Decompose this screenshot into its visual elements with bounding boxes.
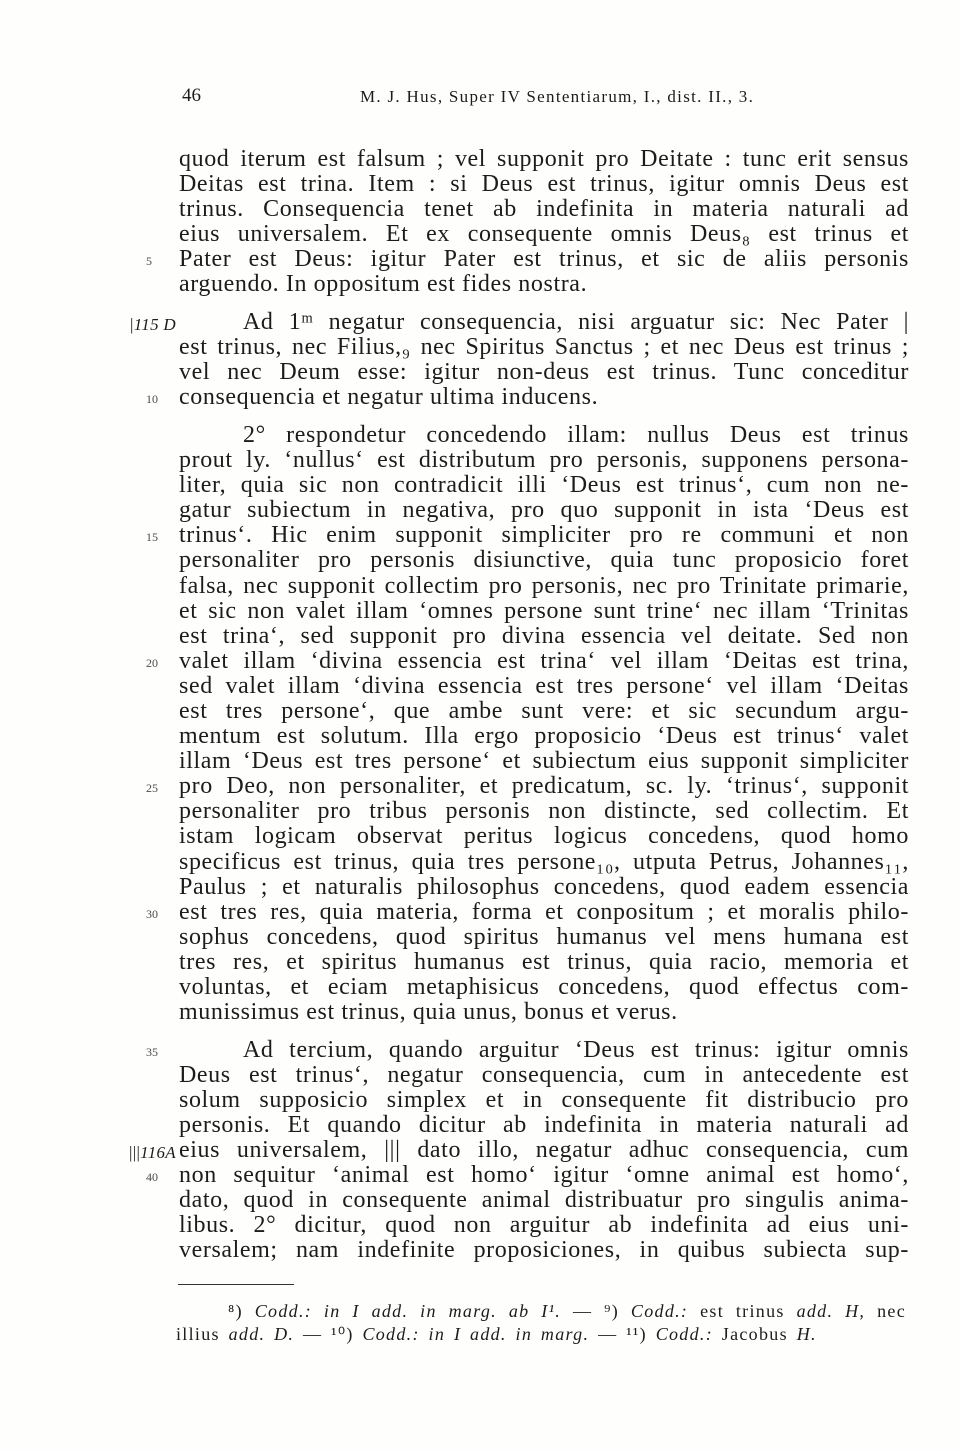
footnote-apparatus: Codd.: [655, 1324, 713, 1344]
line-text: voluntas, et eciam metaphisicus concedens, quod effectus com- [179, 974, 909, 1000]
line-text: valet illam ‘divina essencia est trina‘ vel illam ‘Deitas est trina, [179, 647, 909, 674]
text-line [146, 898, 909, 925]
text-line [179, 147, 909, 172]
footnote-apparatus: Codd.: [630, 1301, 689, 1321]
footnote-line [176, 1300, 906, 1323]
line-text: Ad tercium, quando arguitur ‘Deus est trinus: igitur omnis [243, 1036, 909, 1063]
footnote-marker: ⁹) [604, 1301, 631, 1321]
line-text: personis. Et quando dicitur ab indefinita in materia naturali ad [179, 1111, 909, 1138]
footnote-apparatus: add. D. [228, 1324, 295, 1344]
footnote-marker: ⁸) [228, 1301, 255, 1321]
line-number: 40 [146, 1170, 158, 1185]
text-line [179, 1000, 909, 1025]
text-line [179, 548, 909, 573]
line-text: non sequitur ‘animal est homo‘ igitur ‘omne animal est homo‘, [179, 1162, 909, 1189]
line-number: 35 [146, 1044, 158, 1059]
paragraph [129, 1036, 909, 1264]
line-text: eius universalem. Et ex consequente omnis Deus₈ est trinus et [179, 221, 909, 248]
footnote-apparatus: H. [796, 1324, 817, 1344]
line-text: libus. 2° dicitur, quod non arguitur ab indefinita ad eius uni- [179, 1212, 909, 1239]
text-line [146, 1162, 909, 1189]
line-text: vel nec Deum esse: igitur non-deus est trinus. Tunc conceditur [179, 359, 909, 386]
line-text: arguendo. In oppositum est fides nostra. [179, 271, 588, 298]
text-line [130, 309, 909, 336]
footnote-marker: ¹⁰) [331, 1324, 363, 1344]
text-line [179, 448, 909, 473]
line-text: Ad 1ᵐ negatur consequencia, nisi arguatur sic: Nec Pater | [243, 309, 909, 336]
marginal-folio-reference [129, 1140, 176, 1165]
line-number: 30 [146, 906, 158, 921]
line-text: est tres persone‘, que ambe sunt vere: et sic secundum argu- [179, 697, 909, 724]
line-number: 20 [146, 655, 158, 670]
footnote-variant: illius [176, 1324, 229, 1344]
line-text: quod iterum est falsum ; vel supponit pro Deitate : tunc erit sensus [179, 146, 909, 172]
page-number: 46 [182, 85, 201, 106]
text-line [179, 724, 909, 749]
text-line [179, 699, 909, 724]
text-line [179, 624, 909, 649]
line-text: prout ly. ‘nullus‘ est distributum pro personis, supponens persona- [179, 447, 909, 474]
text-line [179, 875, 909, 900]
footnote-line [176, 1323, 906, 1346]
running-head: M. J. Hus, Super IV Sententiarum, I., dist. II., 3. [360, 87, 755, 106]
line-text: Pater est Deus: igitur Pater est trinus, et sic de aliis personis [179, 246, 909, 273]
footnote-apparatus: add. H, [796, 1301, 866, 1321]
text-line [179, 975, 909, 1000]
text-line [179, 574, 909, 599]
line-text: trinus‘. Hic enim supponit simpliciter pro re communi et non [179, 522, 909, 549]
footnote-marker: ¹¹) [626, 1324, 656, 1344]
line-text: est trina‘, sed supponit pro divina essencia vel deitate. Sed non [179, 622, 909, 649]
line-text: et sic non valet illam ‘omnes persone sunt trine‘ nec illam ‘Trinitas [179, 597, 909, 624]
line-text: pro Deo, non personaliter, et predicatum, sc. ly. ‘trinus‘, supponit [179, 773, 909, 800]
footnote-separator: — [294, 1324, 332, 1344]
footnote-separator: — [561, 1301, 605, 1321]
line-text: sophus concedens, quod spiritus humanus vel mens humana est [179, 923, 909, 950]
text-line [179, 473, 909, 498]
footnote-variant: Jacobus [713, 1324, 797, 1344]
line-text: est trinus, nec Filius,₉ nec Spiritus Sanctus ; et nec Deus est trinus ; [179, 334, 909, 361]
text-line [179, 423, 909, 448]
text-line [146, 384, 909, 411]
line-text: trinus. Consequencia tenet ab indefinita in materia naturali ad [179, 196, 909, 223]
text-line [179, 925, 909, 950]
text-line [179, 1088, 909, 1113]
line-text: munissimus est trinus, quia unus, bonus et verus. [179, 999, 678, 1026]
paragraph [130, 309, 909, 411]
text-line [179, 335, 909, 360]
line-number: 15 [146, 530, 158, 545]
line-text: sed valet illam ‘divina essencia est tres persone‘ vel illam ‘Deitas [179, 672, 909, 699]
text-line [179, 1213, 909, 1238]
line-number: 25 [146, 781, 158, 796]
text-line [179, 172, 909, 197]
text-line [179, 222, 909, 247]
text-line [179, 850, 909, 875]
text-line [179, 674, 909, 699]
line-text: specificus est trinus, quia tres persone₁₀, utputa Petrus, Johannes₁₁, [179, 848, 909, 875]
footnote-variant: nec [865, 1301, 907, 1321]
text-line [146, 246, 909, 273]
text-line [179, 599, 909, 624]
line-text: Paulus ; et naturalis philosophus concedens, quod eadem essencia [179, 873, 909, 900]
line-text: 2° respondetur concedendo illam: nullus Deus est trinus [243, 421, 909, 448]
text-line [146, 522, 909, 549]
line-text: Deitas est trina. Item : si Deus est trinus, igitur omnis Deus est [179, 171, 909, 198]
line-text: versalem; nam indefinite proposiciones, in quibus subiecta sup- [179, 1237, 909, 1264]
line-text: Deus est trinus‘, negatur consequencia, cum in antecedente est [179, 1061, 909, 1088]
line-text: liter, quia sic non contradicit illi ‘Deus est trinus‘, cum non ne- [179, 472, 909, 499]
footnotes [176, 1300, 906, 1346]
line-text: gatur subiectum in negativa, pro quo supponit in ista ‘Deus est [179, 497, 909, 524]
text-line [146, 1036, 909, 1063]
line-text: solum supposicio simplex et in consequente fit distribucio pro [179, 1086, 909, 1113]
text-line [179, 360, 909, 385]
text-line [179, 950, 909, 975]
line-text: falsa, nec supponit collectim pro personis, nec pro Trinitate primarie, [179, 572, 909, 599]
text-line [179, 749, 909, 774]
line-number: 10 [146, 392, 158, 407]
paragraph [146, 421, 909, 1026]
text-line [179, 197, 909, 222]
folio-break-bar: | [130, 315, 134, 335]
text-line [146, 773, 909, 800]
text-line [179, 272, 909, 297]
folio-reference-label: 116A [140, 1143, 176, 1163]
footnote-separator-rule [178, 1284, 294, 1285]
text-line [129, 1137, 909, 1164]
text-line [146, 647, 909, 674]
text-line [179, 824, 909, 849]
folio-reference-label: 115 D [133, 315, 176, 335]
footnote-separator: — [589, 1324, 627, 1344]
line-text: eius universalem, ||| dato illo, negatur adhuc consequencia, cum [179, 1137, 909, 1164]
line-text: consequencia et negatur ultima inducens. [179, 384, 599, 411]
line-text: mentum est solutum. Illa ergo proposicio ‘Deus est trinus‘ valet [179, 723, 909, 750]
line-text: personaliter pro tribus personis non distincte, sed collectim. Et [179, 798, 909, 825]
text-line [179, 1188, 909, 1213]
footnote-apparatus: Codd.: in I add. in marg. ab I¹. [254, 1301, 562, 1321]
footnote-variant: est trinus [688, 1301, 797, 1321]
line-text: istam logicam observat peritus logicus concedens, quod homo [179, 823, 909, 850]
text-line [179, 799, 909, 824]
text-line [179, 1238, 909, 1263]
line-text: est tres res, quia materia, forma et conpositum ; et moralis philo- [179, 898, 909, 925]
line-number: 5 [146, 254, 152, 269]
text-line [179, 1113, 909, 1138]
folio-break-bar: ||| [129, 1143, 141, 1163]
line-text: illam ‘Deus est tres persone‘ et subiectum eius supponit simpliciter [179, 748, 909, 775]
line-text: dato, quod in consequente animal distribuatur pro singulis anima- [179, 1187, 909, 1214]
text-line [179, 1063, 909, 1088]
line-text: tres res, et spiritus humanus est trinus, quia racio, memoria et [179, 948, 909, 975]
body-text [129, 146, 909, 1264]
text-line [179, 498, 909, 523]
footnote-apparatus: Codd.: in I add. in marg. [362, 1324, 590, 1344]
paragraph [146, 146, 909, 298]
line-text: personaliter pro personis disiunctive, quia tunc proposicio foret [179, 547, 909, 574]
marginal-folio-reference [130, 312, 176, 337]
